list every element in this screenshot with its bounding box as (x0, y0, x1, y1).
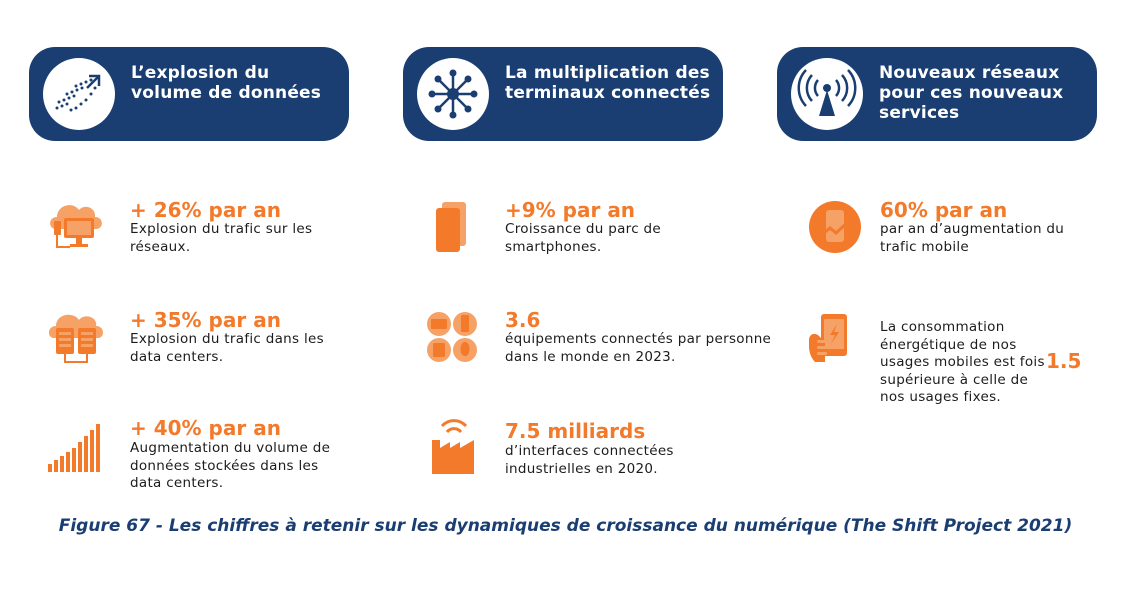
stat-description: Explosion du trafic dans les data centers. (130, 331, 324, 365)
hand-phone-icon (805, 310, 857, 366)
mobile-trend-icon (808, 200, 862, 254)
header-title: Nouveaux réseaux pour ces nouveaux services (879, 63, 1064, 123)
factory-icon (428, 412, 478, 476)
stat-value: + 35% par an (130, 308, 281, 332)
stat-value: +9% par an (505, 198, 636, 222)
header-icon-circle (791, 58, 863, 130)
stat-value: 1.5 (1046, 349, 1082, 373)
stat-description: Augmentation du volume de données stockées dans les data centers. (130, 440, 331, 491)
smartphones-icon (432, 200, 472, 256)
bar-growth-icon (46, 420, 102, 476)
stat-description: équipements connectés par personne dans le monde en 2023. (505, 331, 772, 365)
antenna-icon (791, 58, 863, 130)
cloud-server-icon (46, 308, 108, 370)
stat-description: Croissance du parc de smartphones. (505, 221, 662, 255)
stat-description: par an d’augmentation du trafic mobile (880, 221, 1065, 255)
stat-description: Explosion du trafic sur les réseaux. (130, 221, 313, 255)
network-hub-icon (417, 58, 489, 130)
header-title: La multiplication des terminaux connectés (505, 63, 711, 103)
header-terminals (403, 47, 723, 141)
stat-description: La consommation énergétique de nos usages mobiles est fois supérieure à celle de nos usages fixes. (880, 319, 1045, 405)
data-growth-icon (43, 58, 115, 130)
header-networks (777, 47, 1097, 141)
stat-value: + 26% par an (130, 198, 281, 222)
stat-value: 60% par an (880, 198, 1008, 222)
stat-value: 3.6 (505, 308, 541, 332)
header-data-volume (29, 47, 349, 141)
cloud-computer-icon (46, 195, 108, 257)
stat-description: d’interfaces connectées industrielles en 2020. (505, 443, 674, 477)
header-icon-circle (417, 58, 489, 130)
devices-icon (425, 310, 481, 366)
stat-value: + 40% par an (130, 416, 281, 440)
stat-value: 7.5 milliards (505, 419, 646, 443)
figure-caption: Figure 67 - Les chiffres à retenir sur les dynamiques de croissance du numérique (The Shift Project 2021) (58, 516, 1073, 536)
header-title: L’explosion du volume de données (131, 63, 322, 103)
header-icon-circle (43, 58, 115, 130)
